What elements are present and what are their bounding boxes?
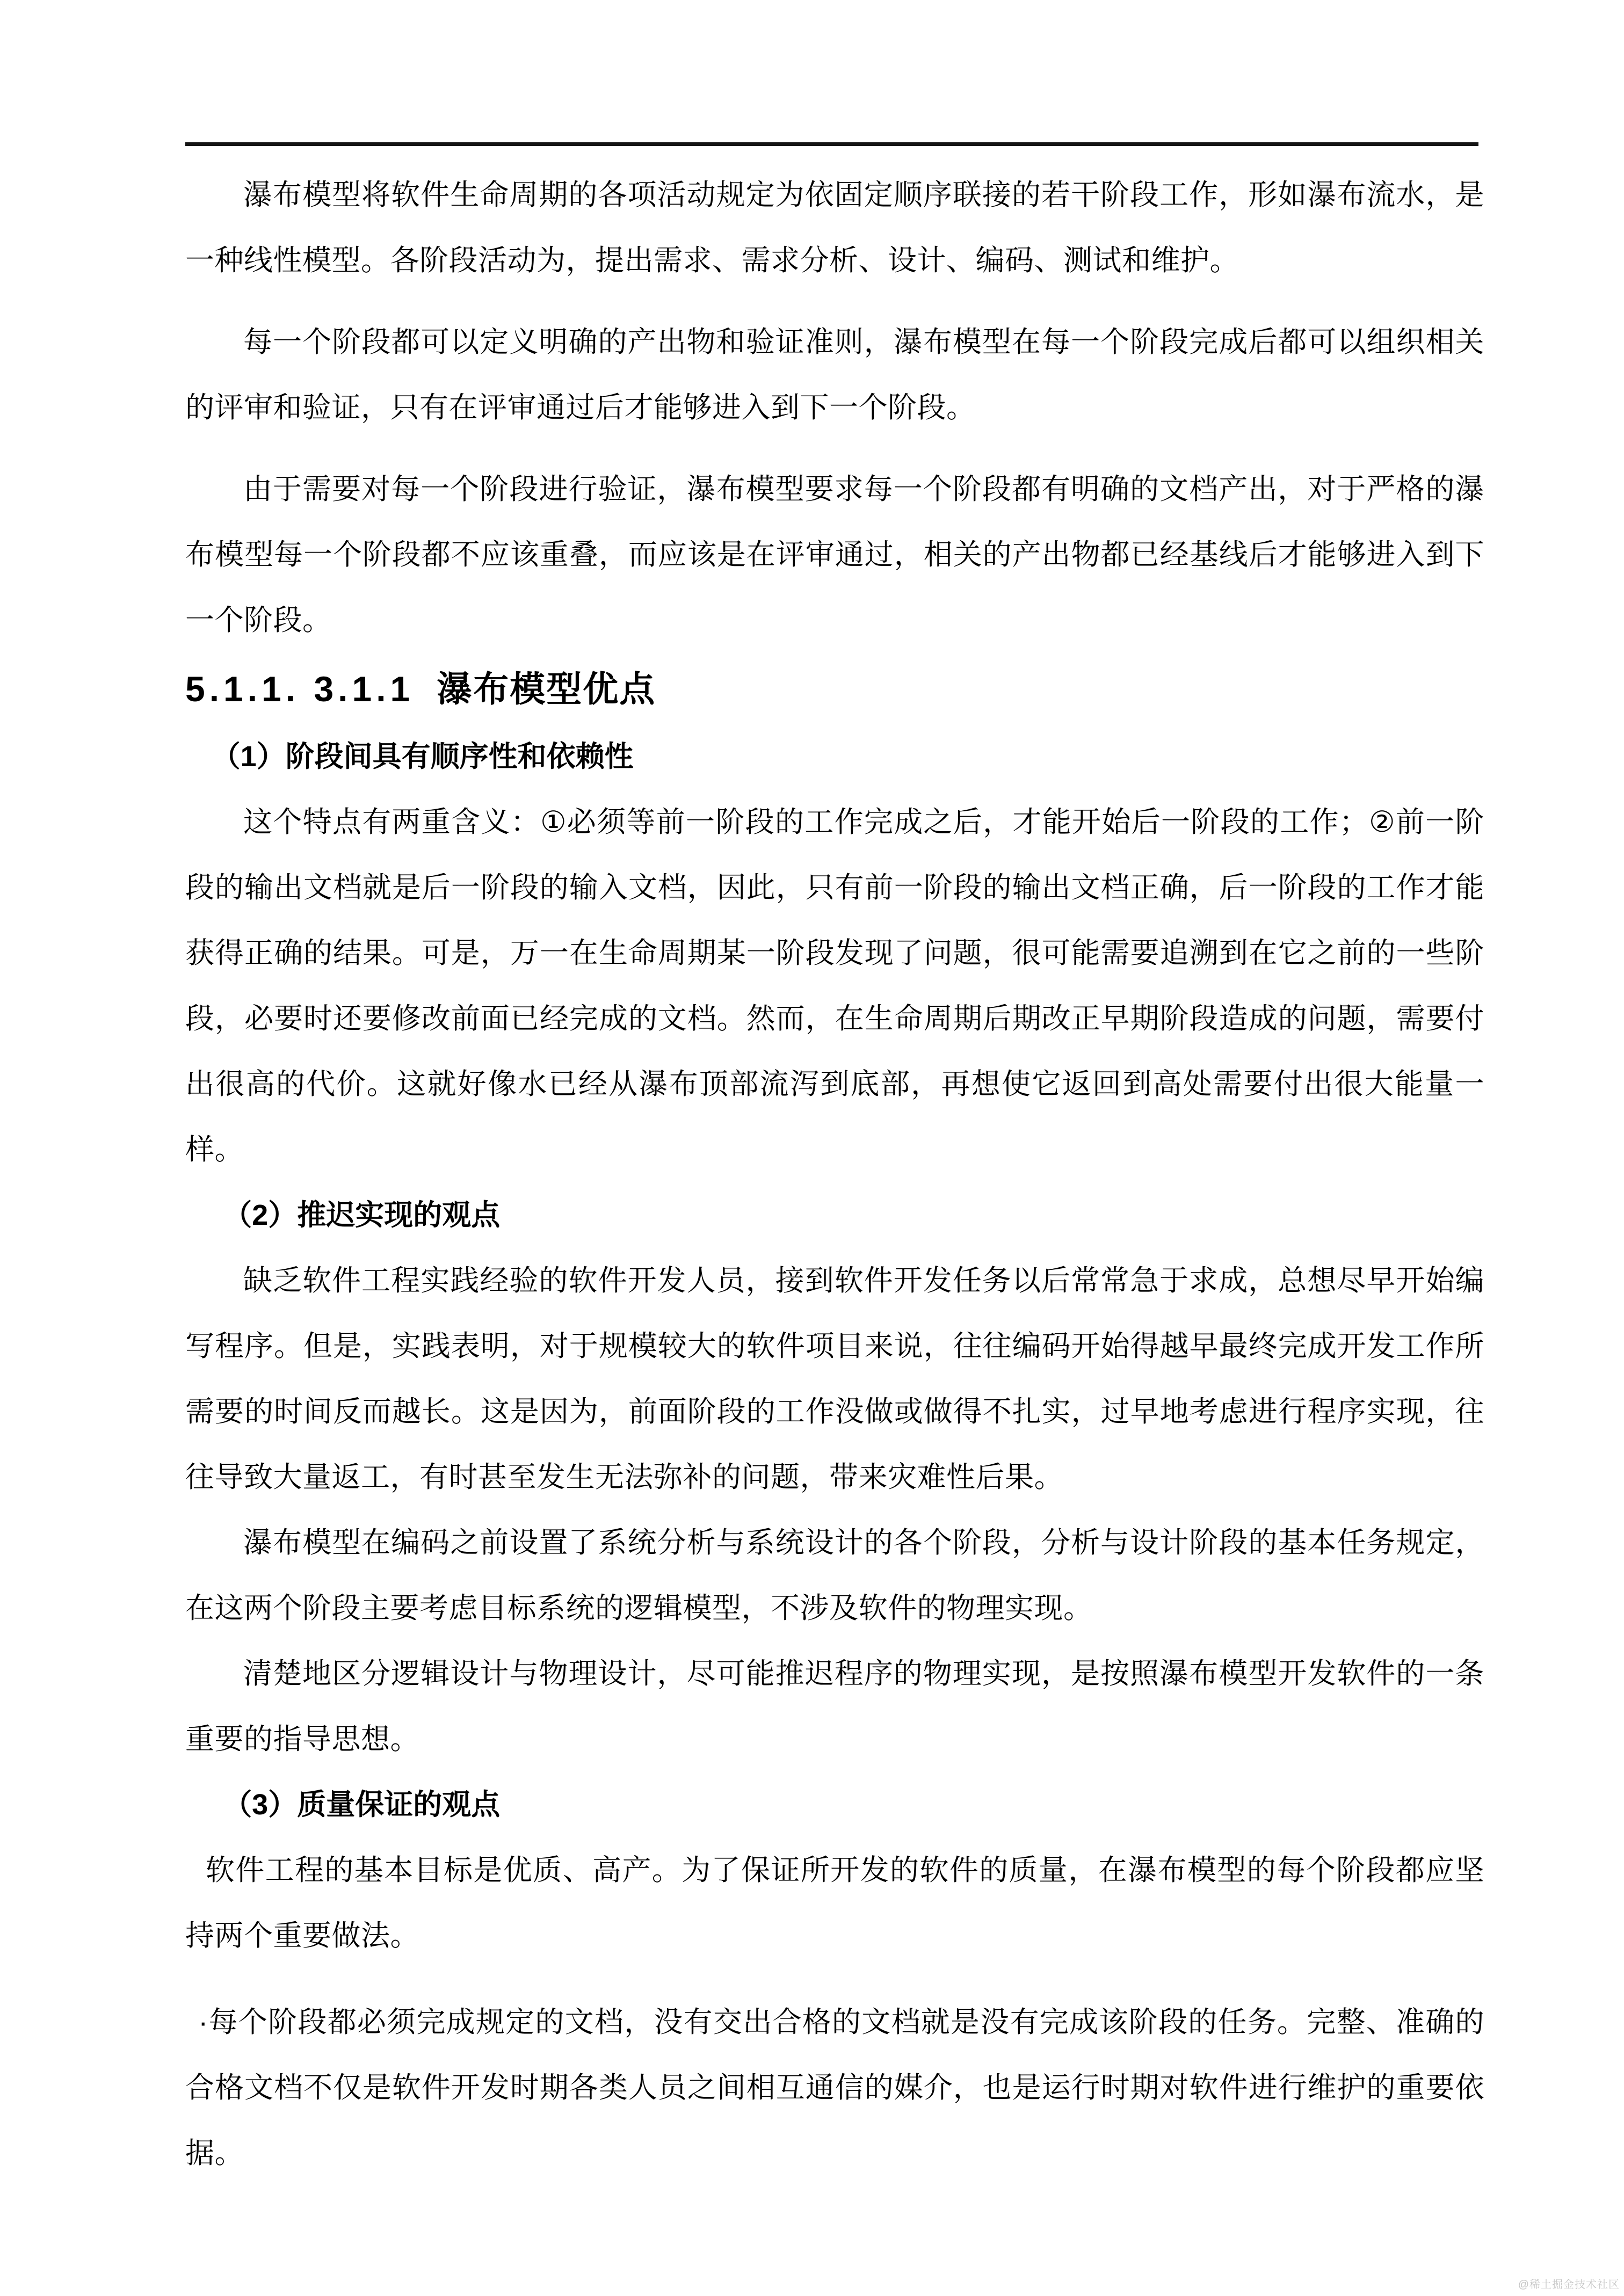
section-heading-number: 5.1.1. 3.1.1 — [185, 669, 415, 709]
subheading-delayed-implementation: （2）推迟实现的观点 — [223, 1199, 501, 1231]
juejin-watermark: @稀土掘金技术社区 — [1518, 2279, 1620, 2291]
top-divider-rule — [185, 142, 1478, 146]
paragraph-quality-assurance-body: 软件工程的基本目标是优质、高产。为了保证所开发的软件的质量，在瀑布模型的每个阶段都应坚持两个重要做法。 — [185, 1854, 1484, 1952]
paragraph-delayed-implementation-body2: 瀑布模型在编码之前设置了系统分析与系统设计的各个阶段，分析与设计阶段的基本任务规定，在这两个阶段主要考虑目标系统的逻辑模型，不涉及软件的物理实现。 — [185, 1527, 1484, 1624]
paragraph-quality-assurance-bullet: ·每个阶段都必须完成规定的文档，没有交出合格的文档就是没有完成该阶段的任务。完整、准确的合格文档不仅是软件开发时期各类人员之间相互通信的媒介，也是运行时期对软件进行维护的重要依据。 — [185, 2006, 1484, 2169]
subheading-quality-assurance: （3）质量保证的观点 — [223, 1789, 501, 1821]
paragraph-waterfall-intro: 瀑布模型将软件生命周期的各项活动规定为依固定顺序联接的若干阶段工作，形如瀑布流水，是一种线性模型。各阶段活动为，提出需求、需求分析、设计、编码、测试和维护。 — [185, 179, 1484, 277]
section-heading-title: 瀑布模型优点 — [437, 669, 656, 709]
paragraph-stage-docs: 由于需要对每一个阶段进行验证，瀑布模型要求每一个阶段都有明确的文档产出，对于严格的瀑布模型每一个阶段都不应该重叠，而应该是在评审通过，相关的产出物都已经基线后才能够进入到下一个阶段。 — [185, 473, 1484, 636]
paragraph-delayed-implementation-body1: 缺乏软件工程实践经验的软件开发人员，接到软件开发任务以后常常急于求成，总想尽早开始编写程序。但是，实践表明，对于规模较大的软件项目来说，往往编码开始得越早最终完成开发工作所需要的时间反而越长。这是因为，前面阶段的工作没做或做得不扎实，过早地考虑进行程序实现，往往导致大量返工，有时甚至发生无法弥补的问题，带来灾难性后果。 — [185, 1265, 1484, 1493]
paragraph-sequence-dependency-body: 这个特点有两重含义：①必须等前一阶段的工作完成之后，才能开始后一阶段的工作；②前一阶段的输出文档就是后一阶段的输入文档，因此，只有前一阶段的输出文档正确，后一阶段的工作才能获得正确的结果。可是，万一在生命周期某一阶段发现了问题，很可能需要追溯到在它之前的一些阶段，必要时还要修改前面已经完成的文档。然而，在生命周期后期改正早期阶段造成的问题，需要付出很高的代价。这就好像水已经从瀑布顶部流泻到底部，再想使它返回到高处需要付出很大能量一样。 — [185, 806, 1484, 1166]
subheading-sequence-dependency: （1）阶段间具有顺序性和依赖性 — [211, 740, 634, 773]
paragraph-stage-outputs: 每一个阶段都可以定义明确的产出物和验证准则，瀑布模型在每一个阶段完成后都可以组织相关的评审和验证，只有在评审通过后才能够进入到下一个阶段。 — [185, 326, 1484, 424]
section-heading — [185, 654, 1484, 724]
paragraph-delayed-implementation-body3: 清楚地区分逻辑设计与物理设计，尽可能推迟程序的物理实现，是按照瀑布模型开发软件的一条重要的指导思想。 — [185, 1658, 1484, 1755]
